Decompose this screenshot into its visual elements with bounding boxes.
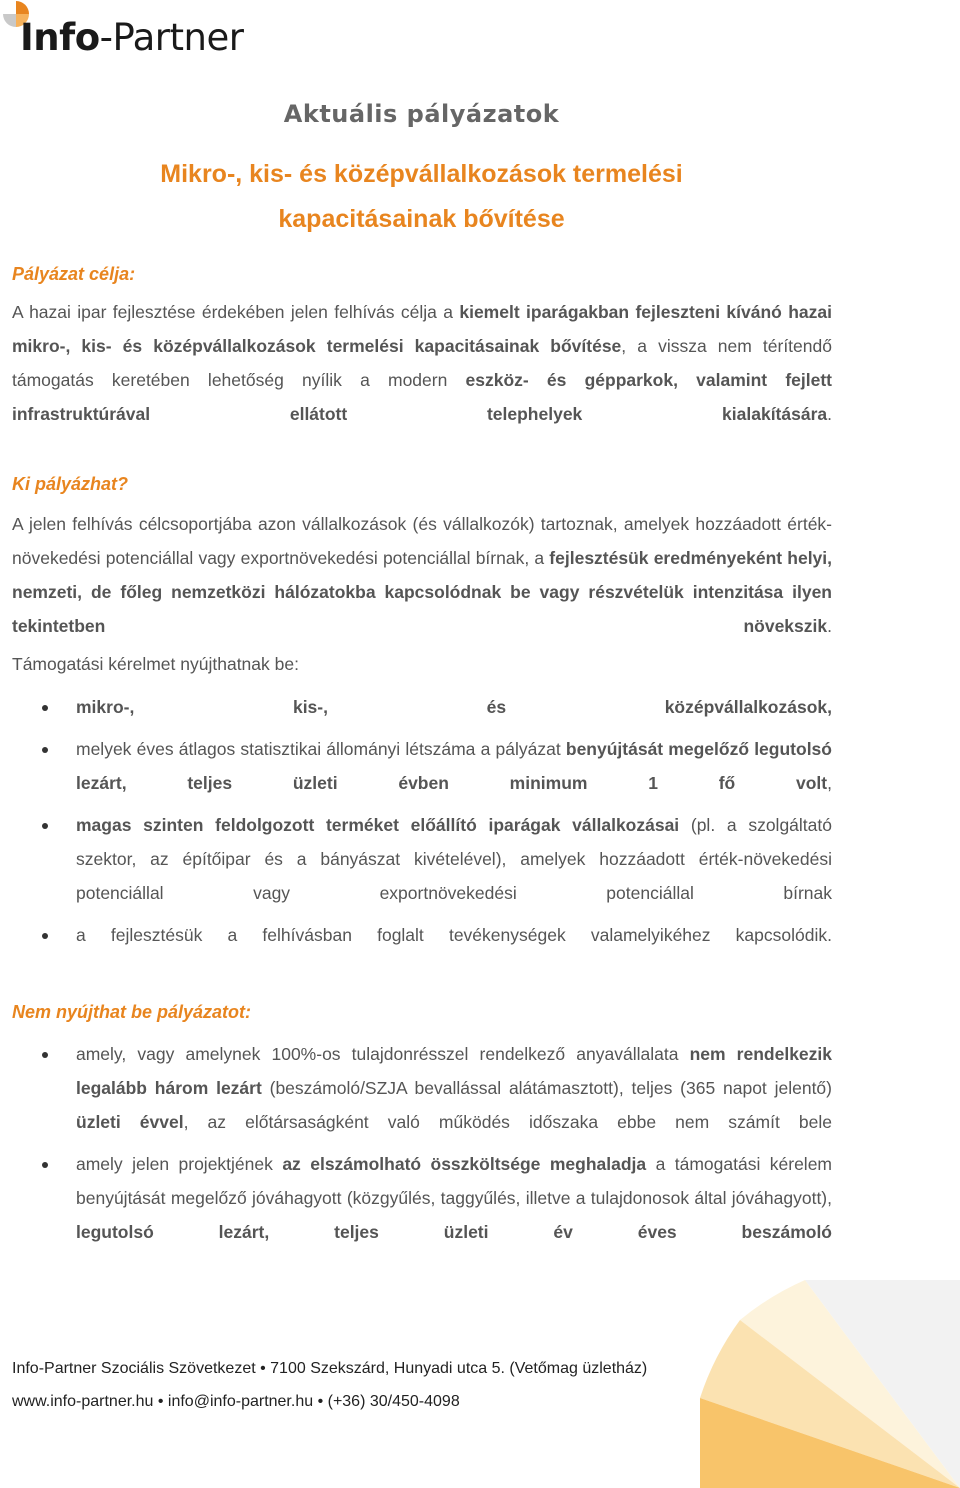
page-subtitle (0, 152, 843, 242)
bullet-icon (42, 823, 48, 829)
list-item: mikro-, kis-, és középvállalkozások, (0, 690, 832, 724)
section-heading-cel: Pályázat célja: (12, 264, 136, 284)
paragraph-ki: A jelen felhívás célcsoportjába azon vállalkozások (és vállalkozók) tartoznak, amelyek hozzáadott érték-növekedési potenciállal vagy exportnövekedési potenciállal bírnak, a fejlesztésük eredményeként helyi, nemzeti, de főleg nemzetközi hálózatokba kapcsolódnak be vagy részvételük intenzitása ilyen tekintetben növekszik. (12, 514, 833, 636)
list-item: amely jelen projektjének az elszámolható összköltsége meghaladja a támogatási kérelem benyújtását megelőző jóváhagyott (közgyűlés, taggyűlés, illetve a tulajdonosok által jóváhagyott), legutolsó lezárt, teljes üzleti év éves beszámoló (0, 1147, 832, 1249)
bullet-icon (42, 1162, 48, 1168)
bullet-icon (42, 933, 48, 939)
list-item: a fejlesztésük a felhívásban foglalt tevékenységek valamelyikéhez kapcsolódik. (0, 918, 832, 952)
section-heading-ki: Ki pályázhat? (12, 474, 129, 494)
ineligible-list (0, 1037, 832, 1249)
decorative-pie-graphic (700, 1280, 960, 1488)
eligible-list (0, 690, 832, 952)
list-item: melyek éves átlagos statisztikai állományi létszáma a pályázat benyújtását megelőző legutolsó lezárt, teljes üzleti évben minimum 1 fő volt, (0, 732, 832, 800)
footer-address: Info-Partner Szociális Szövetkezet • 7100 Szekszárd, Hunyadi utca 5. (Vetőmag üzletház) (12, 1360, 648, 1377)
page-title: Aktuális pályázatok (283, 100, 560, 128)
logo-wordmark: Info-Partner (20, 16, 244, 59)
paragraph-tamogatasi: Támogatási kérelmet nyújthatnak be: (12, 654, 299, 674)
bullet-icon (42, 705, 48, 711)
bullet-icon (42, 1052, 48, 1058)
bullet-icon (42, 747, 48, 753)
section-heading-nem: Nem nyújthat be pályázatot: (12, 1002, 252, 1022)
list-item: magas szinten feldolgozott terméket előállító iparágak vállalkozásai (pl. a szolgáltató szektor, az építőipar és a bányászat kivételével), amelyek hozzáadott érték-növekedési potenciállal vagy exportnövekedési potenciállal bírnak (0, 808, 832, 910)
paragraph-cel: A hazai ipar fejlesztése érdekében jelen felhívás célja a kiemelt iparágakban fejleszteni kívánó hazai mikro-, kis- és középvállalkozások termelési kapacitásainak bővítése, a vissza nem térítendő támogatás keretében lehetőség nyílik a modern eszköz- és gépparkok, valamint fejlett infrastruktúrával ellátott telephelyek kialakítására. (12, 302, 833, 424)
subtitle-line-2: kapacitásainak bővítése (278, 205, 565, 233)
company-logo (0, 0, 260, 60)
subtitle-line-1: Mikro-, kis- és középvállalkozások termelési (160, 160, 683, 188)
list-item: amely, vagy amelynek 100%-os tulajdonrésszel rendelkező anyavállalata nem rendelkezik legalább három lezárt (beszámoló/SZJA bevallással alátámasztott), teljes (365 napot jelentő) üzleti évvel, az előtársaságként való működés időszaka ebbe nem számít bele (0, 1037, 832, 1139)
footer-contact: www.info-partner.hu • info@info-partner.hu • (+36) 30/450-4098 (12, 1393, 460, 1410)
